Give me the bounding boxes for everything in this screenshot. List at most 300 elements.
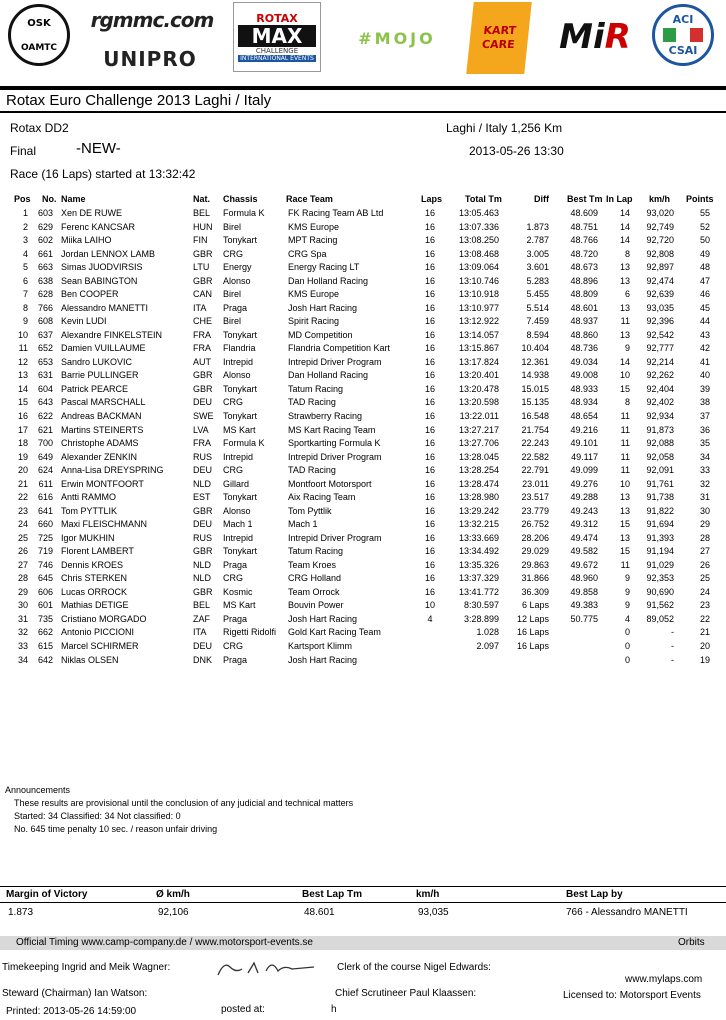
- cell-no: 649: [37, 451, 53, 462]
- cell-chassis: Flandria: [223, 343, 256, 354]
- cell-points: 48: [699, 262, 710, 273]
- cell-best: 49.099: [570, 465, 598, 476]
- cell-name: Antti RAMMO: [61, 492, 117, 503]
- cell-no: 603: [37, 208, 53, 218]
- cell-no: 719: [37, 546, 53, 557]
- cell-team: Spirit Racing: [288, 316, 340, 327]
- cell-no: 652: [37, 343, 53, 354]
- cell-diff: 7.459: [526, 316, 549, 327]
- announcement-line: Started: 34 Classified: 34 Not classified: 0: [14, 811, 181, 821]
- cell-nat: DNK: [193, 654, 213, 665]
- cell-total: 13:32.215: [458, 519, 499, 530]
- orbits-label: Orbits: [678, 937, 705, 948]
- cell-points: 37: [699, 410, 710, 421]
- cell-diff: 23.011: [522, 478, 549, 489]
- cell-inlap: 13: [619, 302, 630, 313]
- cell-points: 35: [699, 438, 710, 448]
- cell-chassis: Praga: [223, 613, 248, 624]
- cell-pos: 31: [17, 613, 28, 624]
- cell-inlap: 14: [619, 208, 630, 218]
- mylaps-link[interactable]: www.mylaps.com: [625, 974, 703, 985]
- cell-team: FK Racing Team AB Ltd: [288, 208, 384, 218]
- cell-chassis: CRG: [223, 397, 243, 408]
- cell-nat: NLD: [193, 573, 212, 584]
- cell-name: Simas JUODVIRSIS: [61, 262, 143, 273]
- kmh-header: km/h: [416, 889, 440, 900]
- cell-kmh: 92,934: [646, 410, 674, 421]
- cell-inlap: 13: [619, 532, 630, 543]
- cell-diff: 6 Laps: [521, 600, 549, 611]
- cell-no: 624: [37, 465, 53, 476]
- cell-team: MPT Racing: [288, 235, 338, 246]
- cell-kmh: 92,402: [646, 397, 674, 408]
- cell-name: Andreas BACKMAN: [61, 410, 142, 421]
- cell-laps: 16: [424, 559, 435, 570]
- cell-kmh: 92,353: [646, 573, 674, 584]
- cell-name: Igor MUKHIN: [61, 532, 115, 543]
- mir-logo-text: Mi: [559, 17, 605, 57]
- clerk-label: Clerk of the course Nigel Edwards:: [337, 962, 491, 973]
- cell-nat: DEU: [193, 465, 213, 476]
- cell-pos: 25: [17, 532, 28, 543]
- cell-nat: GBR: [193, 546, 213, 557]
- cell-no: 641: [37, 505, 53, 516]
- cell-laps: 16: [424, 356, 435, 367]
- osk-logo-text: OSK: [27, 17, 51, 29]
- cell-team: Tatum Racing: [288, 383, 344, 394]
- cell-total: 13:07.336: [458, 221, 499, 232]
- cell-pos: 27: [17, 559, 28, 570]
- unipro-logo: UNIPRO: [103, 47, 197, 71]
- cell-chassis: CRG: [223, 465, 243, 476]
- cell-pos: 16: [17, 410, 28, 421]
- cell-team: Tatum Racing: [288, 546, 344, 557]
- col-team: Race Team: [286, 194, 333, 204]
- cell-laps: 16: [424, 573, 435, 584]
- cell-nat: RUS: [193, 532, 213, 543]
- cell-name: Anna-Lisa DREYSPRING: [61, 465, 164, 476]
- cell-points: 23: [699, 600, 710, 611]
- cell-inlap: 0: [624, 641, 630, 651]
- cell-points: 49: [699, 248, 710, 259]
- cell-nat: ZAF: [193, 613, 210, 624]
- cell-team: Gold Kart Racing Team: [288, 627, 381, 638]
- cell-laps: 16: [424, 383, 435, 394]
- cell-pos: 13: [17, 370, 28, 381]
- cell-no: 629: [37, 221, 53, 232]
- cell-inlap: 15: [619, 383, 630, 394]
- cell-inlap: 13: [619, 262, 630, 273]
- cell-inlap: 9: [624, 586, 630, 597]
- cell-nat: RUS: [193, 451, 213, 462]
- class-name: Rotax DD2: [10, 121, 69, 135]
- cell-diff: 16 Laps: [516, 627, 549, 638]
- cell-laps: 16: [424, 532, 435, 543]
- cell-best: 50.775: [570, 613, 598, 624]
- cell-best: 49.243: [570, 505, 598, 516]
- col-diff: Diff: [534, 194, 549, 204]
- cell-diff: 22.582: [521, 451, 549, 462]
- cell-total: 13:28.980: [458, 492, 499, 503]
- cell-kmh: 92,396: [646, 316, 674, 327]
- cell-kmh: 92,639: [646, 289, 674, 300]
- cell-pos: 17: [17, 424, 28, 435]
- cell-points: 34: [699, 451, 710, 462]
- mir-logo-r: R: [604, 17, 631, 57]
- cell-name: Chris STERKEN: [61, 573, 128, 584]
- cell-inlap: 14: [619, 235, 630, 246]
- cell-best: 48.654: [570, 410, 598, 421]
- cell-laps: 10: [424, 600, 435, 611]
- cell-nat: FRA: [193, 438, 211, 448]
- cell-inlap: 8: [624, 397, 630, 408]
- cell-no: 621: [37, 424, 53, 435]
- col-total: Total Tm: [465, 194, 502, 204]
- cell-name: Sandro LUKOVIC: [61, 356, 133, 367]
- cell-nat: DEU: [193, 519, 213, 530]
- cell-no: 631: [37, 370, 53, 381]
- cell-chassis: Mach 1: [223, 519, 253, 530]
- cell-pos: 19: [17, 451, 28, 462]
- cell-kmh: 92,897: [646, 262, 674, 273]
- cell-team: Bouvin Power: [288, 600, 344, 611]
- cell-points: 45: [699, 302, 710, 313]
- cell-team: KMS Europe: [288, 221, 340, 232]
- cell-name: Damien VUILLAUME: [61, 343, 146, 354]
- cell-best: 49.034: [570, 356, 598, 367]
- cell-kmh: 92,262: [646, 370, 674, 381]
- cell-inlap: 13: [619, 492, 630, 503]
- cell-team: Montfoort Motorsport: [288, 478, 372, 489]
- cell-nat: FRA: [193, 343, 211, 354]
- session-tag: -NEW-: [76, 140, 121, 157]
- cell-nat: CAN: [193, 289, 213, 300]
- cell-no: 638: [37, 275, 53, 286]
- cell-best: 48.860: [570, 329, 598, 340]
- margin-value: 1.873: [8, 907, 34, 918]
- cell-no: 628: [37, 289, 53, 300]
- cell-points: 33: [699, 465, 710, 476]
- cell-nat: BEL: [193, 208, 211, 218]
- cell-pos: 26: [17, 546, 28, 557]
- cell-nat: GBR: [193, 505, 213, 516]
- cell-laps: 16: [424, 262, 435, 273]
- cell-points: 24: [699, 586, 710, 597]
- session-name: Final: [10, 144, 37, 158]
- cell-pos: 6: [22, 275, 28, 286]
- cell-inlap: 11: [620, 424, 630, 435]
- cell-inlap: 8: [624, 248, 630, 259]
- cell-name: Ben COOPER: [61, 289, 119, 300]
- cell-pos: 7: [22, 289, 28, 300]
- cell-nat: ITA: [193, 627, 207, 638]
- oamtc-logo-text: OAMTC: [20, 42, 58, 53]
- cell-team: Intrepid Driver Program: [288, 451, 382, 462]
- cell-inlap: 9: [624, 343, 630, 354]
- cell-kmh: 92,058: [646, 451, 674, 462]
- cell-pos: 11: [18, 343, 28, 354]
- announcement-line: No. 645 time penalty 10 sec. / reason unfair driving: [14, 824, 218, 834]
- cell-inlap: 11: [620, 451, 630, 462]
- cell-diff: 31.866: [521, 573, 549, 584]
- osk-oamtc-logo: [8, 4, 70, 66]
- cell-pos: 14: [17, 383, 28, 394]
- cell-no: 645: [37, 573, 53, 584]
- cell-name: Niklas OLSEN: [61, 654, 119, 665]
- cell-best: 48.720: [570, 248, 598, 259]
- cell-pos: 33: [17, 641, 28, 651]
- cell-kmh: 92,749: [646, 221, 674, 232]
- summary-rule: [0, 886, 726, 887]
- cell-laps: 16: [424, 465, 435, 476]
- cell-pos: 3: [22, 235, 28, 246]
- cell-no: 608: [37, 316, 53, 327]
- cell-chassis: CRG: [223, 248, 243, 259]
- cell-best: 49.582: [570, 546, 598, 557]
- cell-total: 13:37.329: [458, 573, 499, 584]
- cell-inlap: 10: [619, 370, 630, 381]
- cell-points: 21: [699, 627, 710, 638]
- cell-name: Erwin MONTFOORT: [61, 478, 144, 489]
- cell-points: 41: [699, 356, 710, 367]
- cell-diff: 5.514: [526, 302, 549, 313]
- cell-kmh: 91,873: [646, 424, 674, 435]
- margin-header: Margin of Victory: [6, 889, 88, 900]
- cell-laps: 16: [424, 221, 435, 232]
- cell-points: 43: [699, 329, 710, 340]
- cell-kmh: 91,738: [646, 492, 674, 503]
- cell-name: Patrick PEARCE: [61, 383, 129, 394]
- cell-chassis: Tonykart: [223, 383, 258, 394]
- cell-total: 3:28.899: [463, 613, 499, 624]
- cell-team: Aix Racing Team: [288, 492, 356, 503]
- cell-nat: HUN: [193, 221, 213, 232]
- cell-name: Ferenc KANCSAR: [61, 221, 136, 232]
- summary-header-rule: [0, 902, 726, 903]
- cell-name: Miika LAIHO: [61, 235, 112, 246]
- cell-laps: 16: [424, 208, 435, 218]
- cell-pos: 9: [22, 316, 28, 327]
- cell-kmh: 91,194: [646, 546, 674, 557]
- cell-chassis: Intrepid: [223, 356, 254, 367]
- cell-laps: 16: [424, 275, 435, 286]
- cell-chassis: CRG: [223, 641, 243, 651]
- cell-chassis: Praga: [223, 302, 248, 313]
- cell-points: 28: [699, 532, 710, 543]
- cell-team: Energy Racing LT: [288, 262, 360, 273]
- cell-name: Barrie PULLINGER: [61, 370, 139, 381]
- cell-laps: 16: [424, 248, 435, 259]
- cell-points: 25: [699, 573, 710, 584]
- cell-diff: 12 Laps: [516, 613, 549, 624]
- cell-team: Dan Holland Racing: [288, 275, 369, 286]
- cell-name: Kevin LUDI: [61, 316, 107, 327]
- cell-inlap: 11: [620, 410, 630, 421]
- cell-no: 606: [37, 586, 53, 597]
- cell-team: Josh Hart Racing: [288, 654, 358, 665]
- cell-diff: 16.548: [521, 410, 549, 421]
- cell-inlap: 11: [620, 465, 630, 476]
- cell-laps: 16: [424, 235, 435, 246]
- cell-inlap: 0: [624, 627, 630, 638]
- cell-diff: 29.863: [521, 559, 549, 570]
- cell-chassis: Praga: [223, 559, 248, 570]
- cell-no: 653: [37, 356, 53, 367]
- cell-laps: 16: [424, 397, 435, 408]
- aci-csai-logo: [652, 4, 714, 66]
- cell-nat: DEU: [193, 397, 213, 408]
- cell-total: 1.028: [476, 627, 499, 638]
- session-datetime: 2013-05-26 13:30: [469, 144, 564, 158]
- cell-diff: 14.938: [521, 370, 549, 381]
- cell-kmh: 91,029: [646, 559, 674, 570]
- cell-total: 13:10.977: [458, 302, 499, 313]
- cell-best: 49.312: [570, 519, 598, 530]
- cell-chassis: Birel: [223, 221, 242, 232]
- avg-speed-value: 92,106: [158, 907, 189, 918]
- cell-pos: 24: [17, 519, 28, 530]
- cell-no: 663: [37, 262, 53, 273]
- cell-points: 22: [699, 613, 710, 624]
- cell-kmh: 92,214: [646, 356, 674, 367]
- cell-total: 13:08.250: [458, 235, 499, 246]
- cell-best: 48.933: [570, 383, 598, 394]
- cell-name: Maxi FLEISCHMANN: [61, 519, 148, 530]
- cell-inlap: 10: [619, 478, 630, 489]
- cell-diff: 36.309: [521, 586, 549, 597]
- cell-inlap: 6: [624, 289, 630, 300]
- cell-no: 622: [37, 410, 53, 421]
- cell-inlap: 13: [619, 275, 630, 286]
- cell-nat: AUT: [193, 356, 211, 367]
- challenge-logo-text: CHALLENGE: [255, 47, 299, 55]
- cell-diff: 22.791: [521, 465, 549, 476]
- cell-team: Intrepid Driver Program: [288, 356, 382, 367]
- cell-name: Marcel SCHIRMER: [61, 641, 139, 651]
- cell-diff: 21.754: [521, 424, 549, 435]
- cell-inlap: 14: [619, 221, 630, 232]
- cell-diff: 15.015: [521, 383, 549, 394]
- col-kmh: km/h: [649, 194, 671, 204]
- cell-total: 13:10.746: [458, 275, 499, 286]
- cell-best: 49.858: [570, 586, 598, 597]
- cell-name: Alexandre FINKELSTEIN: [61, 329, 163, 340]
- cell-chassis: Alonso: [223, 505, 251, 516]
- cell-best: 48.937: [570, 316, 598, 327]
- cell-inlap: 9: [624, 600, 630, 611]
- title-rule: [0, 111, 726, 113]
- cell-no: 746: [37, 559, 53, 570]
- cell-points: 19: [699, 654, 710, 665]
- cell-nat: CHE: [193, 316, 213, 327]
- cell-inlap: 13: [619, 329, 630, 340]
- cell-best: 48.673: [570, 262, 598, 273]
- announcements-title: Announcements: [5, 785, 71, 795]
- cell-no: 615: [37, 641, 53, 651]
- cell-team: TAD Racing: [288, 397, 336, 408]
- header-rule: [0, 86, 726, 90]
- cell-total: 13:27.217: [458, 424, 499, 435]
- cell-best: 49.474: [570, 532, 598, 543]
- cell-diff: 5.455: [526, 289, 549, 300]
- event-title: Rotax Euro Challenge 2013 Laghi / Italy: [6, 92, 272, 109]
- best-lap-header: Best Lap Tm: [302, 889, 363, 900]
- cell-total: 13:22.011: [459, 410, 499, 421]
- italian-flag-icon: [663, 28, 703, 42]
- cell-best: 48.934: [570, 397, 598, 408]
- rgmmc-logo: rgmmc.com: [90, 8, 214, 32]
- cell-nat: BEL: [193, 600, 211, 611]
- cell-name: Lucas ORROCK: [61, 586, 128, 597]
- cell-laps: 16: [424, 438, 435, 448]
- cell-chassis: MS Kart: [223, 424, 256, 435]
- cell-name: Alessandro MANETTI: [61, 302, 149, 313]
- cell-chassis: Formula K: [223, 208, 265, 218]
- cell-name: Jordan LENNOX LAMB: [61, 248, 156, 259]
- cell-best: 49.672: [570, 559, 598, 570]
- cell-points: 20: [699, 641, 710, 651]
- csai-logo-text: CSAI: [668, 44, 698, 57]
- cell-no: 660: [37, 519, 53, 530]
- cell-best: 49.101: [570, 438, 598, 448]
- cell-name: Tom PYTTLIK: [61, 505, 118, 516]
- cell-name: Mathias DETIGE: [61, 600, 129, 611]
- cell-no: 766: [37, 302, 53, 313]
- cell-nat: NLD: [193, 559, 212, 570]
- cell-total: 13:15.867: [458, 343, 499, 354]
- cell-best: 48.766: [570, 235, 598, 246]
- cell-points: 26: [699, 559, 710, 570]
- cell-pos: 4: [22, 248, 28, 259]
- cell-total: 13:20.401: [458, 370, 499, 381]
- cell-team: TAD Racing: [288, 465, 336, 476]
- col-laps: Laps: [421, 194, 443, 204]
- cell-total: 13:34.492: [458, 546, 499, 557]
- cell-laps: 16: [424, 370, 435, 381]
- cell-kmh: 92,091: [646, 465, 674, 476]
- cell-best: 49.288: [570, 492, 598, 503]
- cell-points: 46: [699, 289, 710, 300]
- cell-nat: FRA: [193, 329, 211, 340]
- cell-kmh: 92,777: [646, 343, 674, 354]
- rotax-logo-text: ROTAX: [256, 12, 298, 25]
- cell-chassis: Rigetti Ridolfi: [223, 627, 277, 638]
- cell-diff: 12.361: [521, 356, 549, 367]
- cell-diff: 2.787: [526, 235, 549, 246]
- posted-label: posted at:: [221, 1004, 265, 1015]
- cell-nat: LVA: [193, 424, 209, 435]
- cell-team: Sportkarting Formula K: [288, 438, 381, 448]
- cell-inlap: 9: [624, 573, 630, 584]
- cell-nat: SWE: [193, 410, 214, 421]
- cell-no: 643: [37, 397, 53, 408]
- cell-diff: 28.206: [521, 532, 549, 543]
- race-info: Race (16 Laps) started at 13:32:42: [10, 167, 196, 181]
- cell-points: 44: [699, 316, 710, 327]
- cell-team: Team Kroes: [288, 559, 337, 570]
- cell-points: 38: [699, 397, 710, 408]
- cell-nat: NLD: [193, 478, 212, 489]
- cell-no: 611: [38, 478, 53, 489]
- printed-label: Printed: 2013-05-26 14:59:00: [6, 1006, 137, 1017]
- cell-chassis: Tonykart: [223, 410, 258, 421]
- cell-pos: 30: [17, 600, 28, 611]
- cell-name: Florent LAMBERT: [61, 546, 134, 557]
- cell-no: 725: [37, 532, 53, 543]
- cell-team: Dan Holland Racing: [288, 370, 369, 381]
- cell-total: 13:17.824: [458, 356, 499, 367]
- cell-total: 13:14.057: [458, 329, 499, 340]
